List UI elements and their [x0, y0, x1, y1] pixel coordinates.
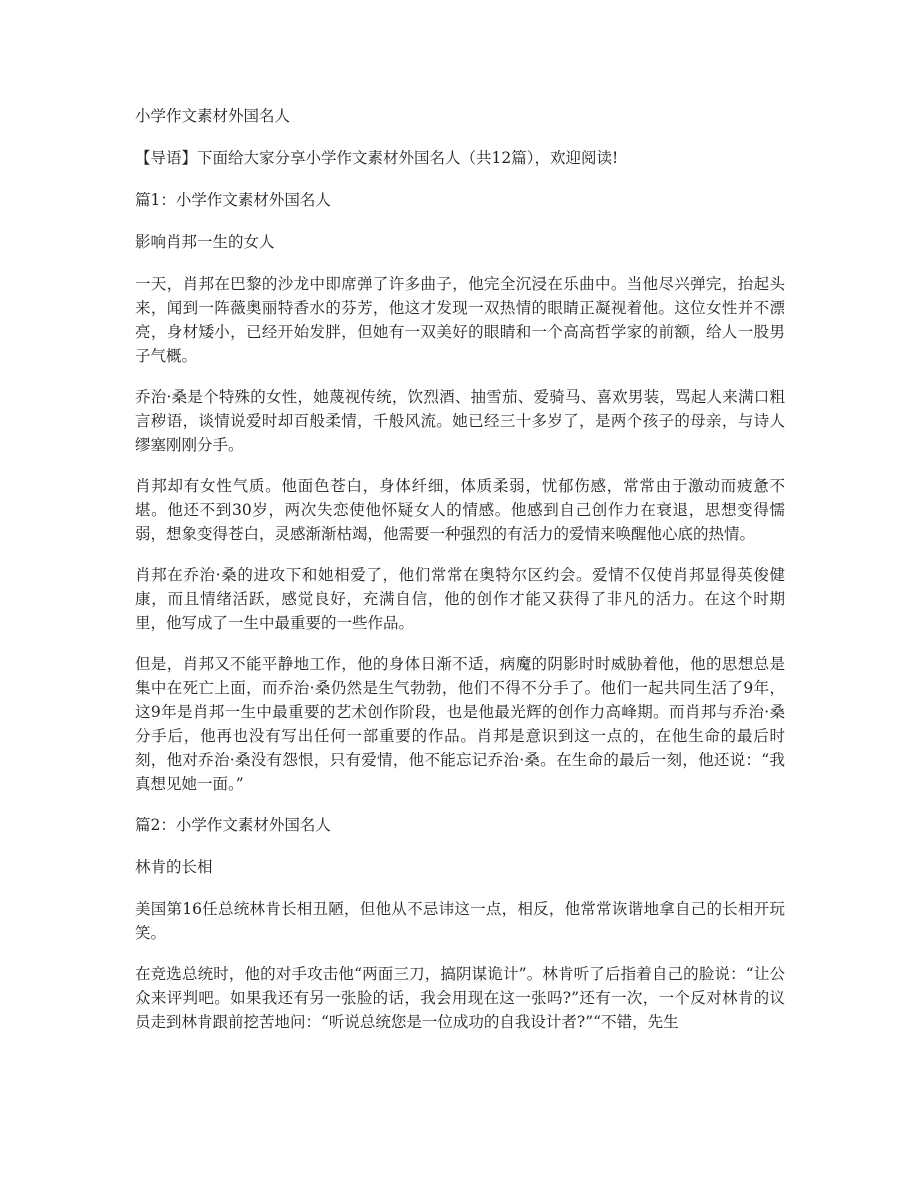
body-paragraph: 肖邦在乔治·桑的进攻下和她相爱了，他们常常在奥特尔区约会。爱情不仅使肖邦显得英俊健康，而且情绪活跃，感觉良好，充满自信，他的创作才能又获得了非凡的活力。在这个时期里，他写成了一生中最重要的一些作品。 [135, 566, 785, 632]
section-heading: 篇2：小学作文素材外国名人 [135, 816, 331, 834]
body-paragraph: 乔治·桑是个特殊的女性，她蔑视传统，饮烈酒、抽雪茄、爱骑马、喜欢男装，骂起人来满口粗言秽语，谈情说爱时却百般柔情，千般风流。她已经三十多岁了，是两个孩子的母亲，与诗人缪塞刚刚分手。 [135, 388, 785, 454]
body-paragraph: 一天，肖邦在巴黎的沙龙中即席弹了许多曲子，他完全沉浸在乐曲中。当他尽兴弹完，抬起头来，闻到一阵薇奥丽特香水的芬芳，他这才发现一双热情的眼睛正凝视着他。这位女性并不漂亮，身材矮小，已经开始发胖，但她有一双美好的眼睛和一个高高哲学家的前额，给人一股男子气概。 [135, 275, 785, 365]
section-heading: 篇1：小学作文素材外国名人 [135, 191, 331, 209]
body-paragraph: 肖邦却有女性气质。他面色苍白，身体纤细，体质柔弱，忧郁伤感，常常由于激动而疲惫不堪。他还不到30岁，两次失恋使他怀疑女人的情感。他感到自己创作力在衰退，思想变得懦弱，想象变得苍白，灵感渐渐枯竭，他需要一种强烈的有活力的爱情来唤醒他心底的热情。 [135, 477, 785, 543]
body-paragraph: 但是，肖邦又不能平静地工作，他的身体日渐不适，病魔的阴影时时威胁着他，他的思想总是集中在死亡上面，而乔治·桑仍然是生气勃勃，他们不得不分手了。他们一起共同生活了9年，这9年是肖邦一生中最重要的艺术创作阶段，也是他最光辉的创作力高峰期。而肖邦与乔治·桑分手后，他再也没有写出任何一部重要的作品。肖邦是意识到这一点的，在他生命的最后时刻，他对乔治·桑没有怨恨，只有爱情，他不能忘记乔治·桑。在生命的最后一刻，他还说：“我真想见她一面。” [135, 655, 785, 793]
document-title: 小学作文素材外国名人 [135, 107, 291, 125]
body-paragraph: 在竞选总统时，他的对手攻击他“两面三刀，搞阴谋诡计”。林肯听了后指着自己的脸说：“让公众来评判吧。如果我还有另一张脸的话，我会用现在这一张吗?”还有一次，一个反对林肯的议员走到林肯跟前挖苦地问：“听说总统您是一位成功的自我设计者?”“不错，先生 [135, 965, 785, 1031]
section-subtitle: 影响肖邦一生的女人 [135, 233, 275, 251]
document-body [135, 104, 785, 1051]
document-intro: 【导语】下面给大家分享小学作文素材外国名人（共12篇），欢迎阅读! [135, 149, 619, 167]
body-paragraph: 美国第16任总统林肯长相丑陋，但他从不忌讳这一点，相反，他常常诙谐地拿自己的长相开玩笑。 [135, 900, 785, 942]
section-subtitle: 林肯的长相 [135, 858, 213, 876]
